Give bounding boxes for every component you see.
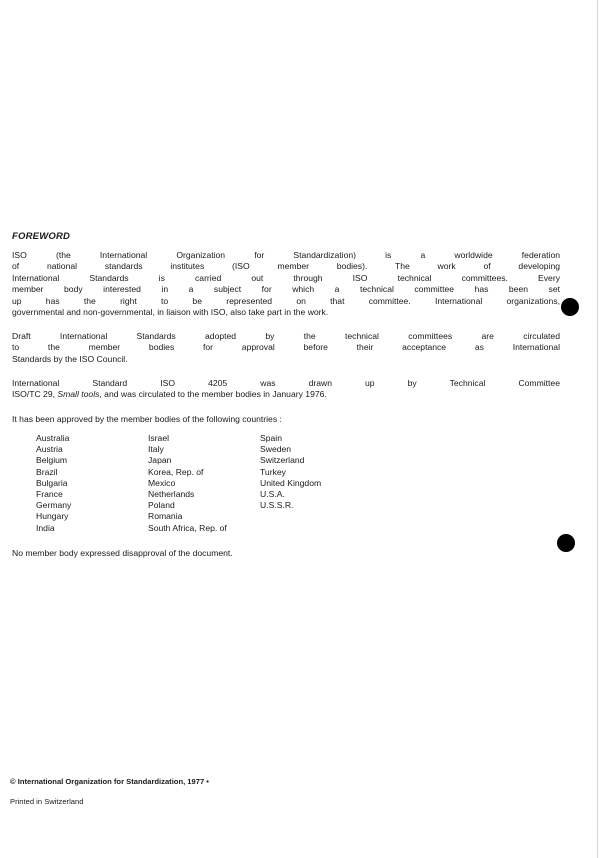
foreword-paragraph-1 <box>12 250 560 318</box>
foreword-heading: FOREWORD <box>12 231 71 242</box>
page-edge <box>597 0 598 858</box>
text-line: International Standard ISO 4205 was drawn up by Technical Committee <box>12 378 560 388</box>
text-line: Draft International Standards adopted by the technical committees are circulated <box>12 331 560 341</box>
country-item: Poland <box>148 500 175 511</box>
country-item: Mexico <box>148 477 176 488</box>
punch-hole-icon <box>557 534 575 552</box>
country-item: Sweden <box>260 444 292 455</box>
country-item: Brazil <box>36 466 58 477</box>
country-item: Australia <box>36 433 70 443</box>
country-item: Romania <box>148 511 183 522</box>
text-line: Standards by the ISO Council. <box>12 353 128 364</box>
text-line <box>12 389 560 400</box>
foreword-paragraph-5 <box>12 548 560 559</box>
country-item: Netherlands <box>148 489 195 500</box>
country-item: France <box>36 489 63 500</box>
foreword-paragraph-2 <box>12 331 560 365</box>
document-title-italic: Small tools <box>57 389 100 400</box>
country-item: Japan <box>148 455 172 466</box>
text-line: to the member bodies for approval before their acceptance as International <box>12 342 560 353</box>
text-line: governmental and non-governmental, in liaison with ISO, also take part in the work. <box>12 307 329 318</box>
copyright-notice: © International Organization for Standardization, 1977 • <box>10 777 209 786</box>
country-column-1 <box>36 433 71 534</box>
country-item: Switzerland <box>260 455 305 466</box>
country-item: Spain <box>260 433 282 443</box>
text-line: It has been approved by the member bodies of the following countries : <box>12 414 282 424</box>
country-item: Korea, Rep. of <box>148 466 204 477</box>
country-item: Belgium <box>36 455 68 466</box>
country-item: Bulgaria <box>36 477 68 488</box>
printed-notice: Printed in Switzerland <box>10 797 84 806</box>
country-item: United Kingdom <box>260 477 322 488</box>
text-segment: ISO/TC 29, <box>12 389 58 400</box>
text-line: member body interested in a subject for which a technical committee has been set <box>12 284 560 295</box>
country-item: South Africa, Rep. of <box>148 522 227 533</box>
foreword-paragraph-4 <box>12 414 560 425</box>
country-item: Israel <box>148 433 170 443</box>
country-item: Italy <box>148 444 164 455</box>
text-line: No member body expressed disapproval of the document. <box>12 548 233 558</box>
text-line: of national standards institutes (ISO member bodies). The work of developing <box>12 261 560 272</box>
text-line: ISO (the International Organization for Standardization) is a worldwide federation <box>12 250 560 260</box>
text-segment: , and was circulated to the member bodies in January 1976. <box>99 389 327 400</box>
country-item: U.S.A. <box>260 489 285 500</box>
country-item: Turkey <box>260 466 286 477</box>
country-column-2 <box>148 433 227 534</box>
text-line: up has the right to be represented on that committee. International organizations, <box>12 295 560 306</box>
foreword-paragraph-3 <box>12 378 560 401</box>
country-item: U.S.S.R. <box>260 500 294 511</box>
country-column-3 <box>260 433 321 511</box>
country-item: Hungary <box>36 511 69 522</box>
text-line: International Standards is carried out through ISO technical committees. Every <box>12 272 560 283</box>
country-item: Germany <box>36 500 72 511</box>
country-item: India <box>36 522 55 533</box>
punch-hole-icon <box>561 298 579 316</box>
country-item: Austria <box>36 444 63 455</box>
